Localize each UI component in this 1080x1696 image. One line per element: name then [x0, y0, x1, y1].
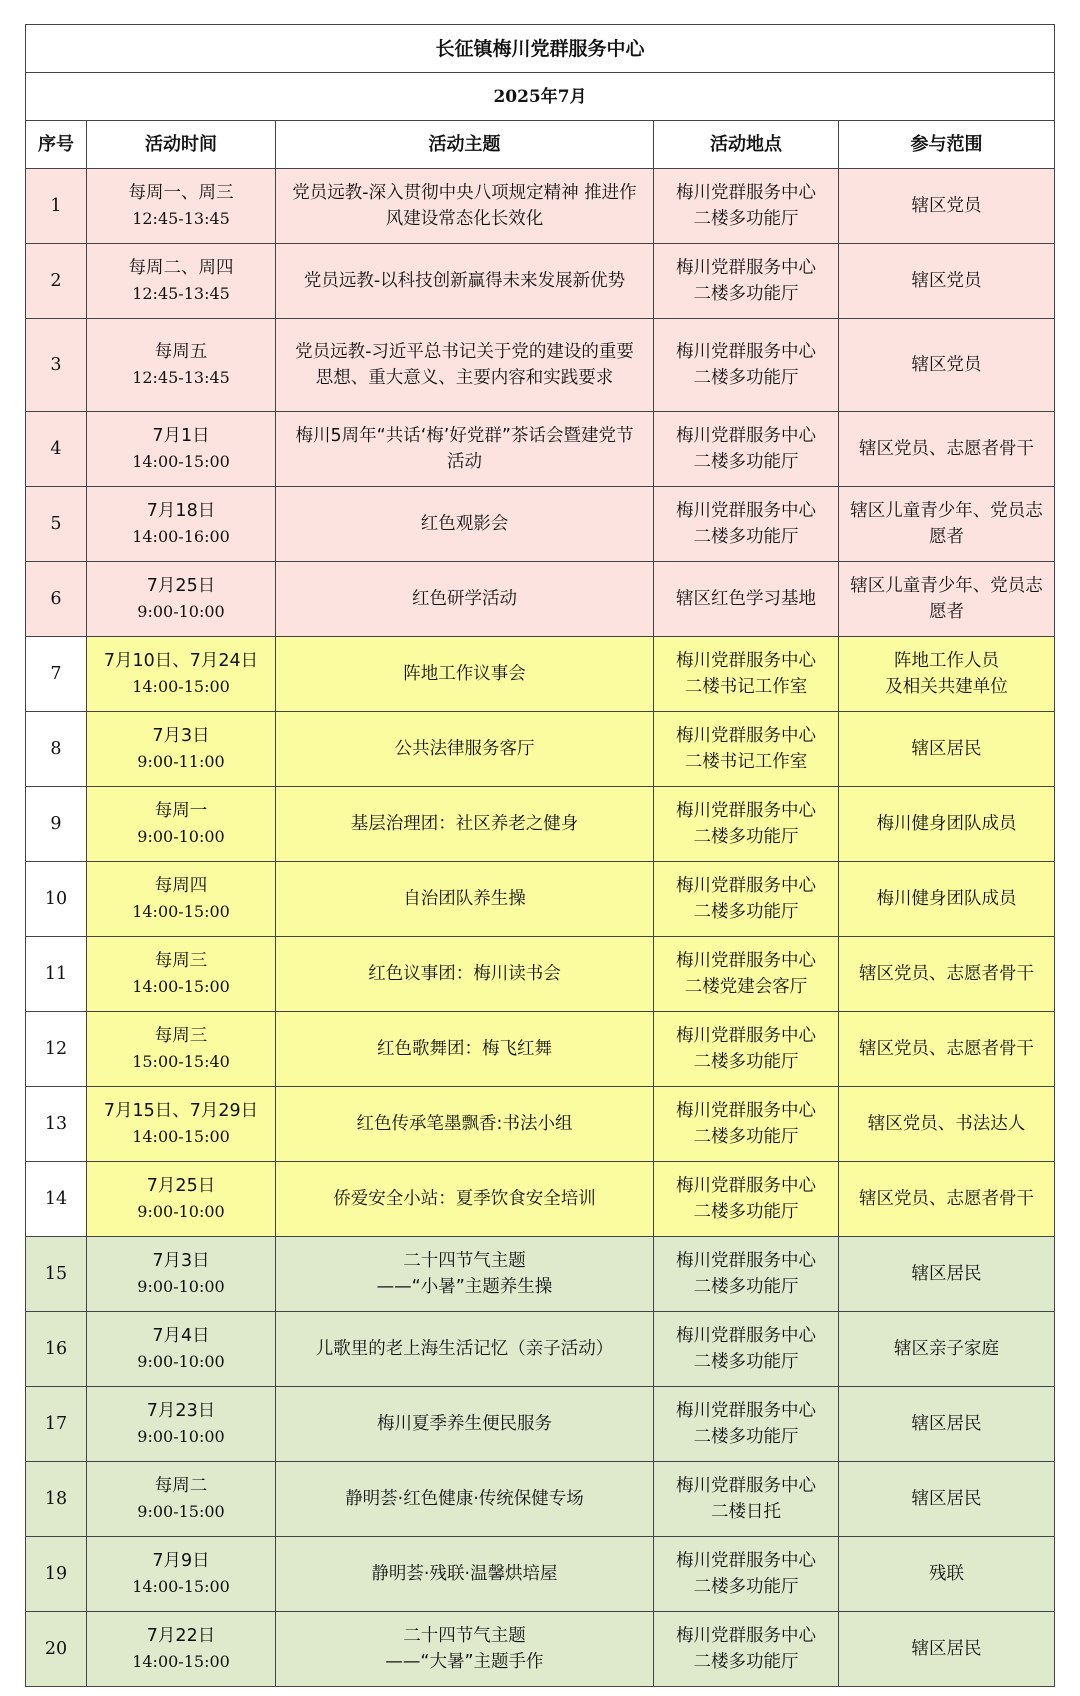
activity-scope — [839, 862, 1055, 937]
schedule-rows — [26, 169, 1055, 1687]
activity-place-line: 二楼多功能厅 — [693, 1577, 799, 1597]
activity-place — [654, 862, 839, 937]
activity-theme — [276, 412, 654, 487]
activity-scope-line: 辖区党员、志愿者骨干 — [859, 964, 1035, 984]
activity-scope — [839, 1162, 1055, 1237]
activity-scope-line: 梅川健身团队成员 — [876, 889, 1017, 909]
activity-hours: 9:00-10:00 — [137, 827, 225, 846]
table-row — [26, 637, 1055, 712]
activity-theme-line: 儿歌里的老上海生活记忆（亲子活动） — [315, 1339, 614, 1359]
row-number: 15 — [26, 1237, 87, 1312]
activity-theme-line: 红色歌舞团：梅飞红舞 — [377, 1039, 552, 1059]
activity-theme — [276, 169, 654, 244]
activity-scope — [839, 787, 1055, 862]
activity-scope — [839, 319, 1055, 412]
table-row — [26, 937, 1055, 1012]
activity-scope — [839, 1537, 1055, 1612]
row-number: 11 — [26, 937, 87, 1012]
activity-time — [87, 412, 276, 487]
activity-place-line: 二楼多功能厅 — [693, 1052, 799, 1072]
activity-hours: 12:45-13:45 — [132, 368, 230, 387]
activity-theme-line: 红色研学活动 — [412, 589, 517, 609]
activity-hours: 9:00-11:00 — [137, 752, 225, 771]
activity-theme — [276, 244, 654, 319]
table-row — [26, 487, 1055, 562]
activity-place-line: 二楼多功能厅 — [693, 368, 799, 388]
activity-place-line: 二楼多功能厅 — [693, 902, 799, 922]
row-number: 10 — [26, 862, 87, 937]
activity-theme-line: 静明荟·红色健康·传统保健专场 — [345, 1489, 584, 1509]
activity-scope-line: 辖区居民 — [911, 1414, 982, 1434]
activity-scope-line: 辖区党员、志愿者骨干 — [859, 1039, 1035, 1059]
activity-scope — [839, 169, 1055, 244]
activity-place-line: 梅川党群服务中心 — [676, 1401, 816, 1421]
activity-scope — [839, 1462, 1055, 1537]
header-theme: 活动主题 — [276, 121, 654, 169]
activity-scope-line: 辖区党员 — [911, 355, 982, 375]
row-number: 5 — [26, 487, 87, 562]
activity-scope-line: 辖区党员、志愿者骨干 — [859, 439, 1035, 459]
activity-place — [654, 637, 839, 712]
activity-time — [87, 1312, 276, 1387]
activity-place-line: 二楼多功能厅 — [693, 1277, 799, 1297]
activity-date: 每周四 — [154, 876, 208, 896]
activity-place — [654, 412, 839, 487]
activity-scope — [839, 487, 1055, 562]
activity-place-line: 梅川党群服务中心 — [676, 501, 816, 521]
activity-date: 7月3日 — [152, 726, 210, 746]
activity-theme-line: 思想、重大意义、主要内容和实践要求 — [315, 368, 614, 388]
activity-scope-line: 辖区党员 — [911, 196, 982, 216]
activity-date: 7月1日 — [152, 426, 210, 446]
activity-schedule-table — [25, 24, 1055, 1687]
activity-place-line: 二楼多功能厅 — [693, 284, 799, 304]
activity-scope — [839, 1087, 1055, 1162]
activity-place-line: 二楼多功能厅 — [693, 1352, 799, 1372]
activity-date: 每周五 — [154, 342, 208, 362]
activity-date: 每周一 — [154, 801, 208, 821]
row-number: 20 — [26, 1612, 87, 1687]
activity-place — [654, 319, 839, 412]
activity-date: 每周一、周三 — [128, 183, 234, 203]
activity-hours: 9:00-15:00 — [137, 1502, 225, 1521]
row-number: 7 — [26, 637, 87, 712]
activity-hours: 9:00-10:00 — [137, 1427, 225, 1446]
activity-time — [87, 1612, 276, 1687]
activity-scope-line: 辖区亲子家庭 — [894, 1339, 1000, 1359]
activity-scope-line: 及相关共建单位 — [885, 677, 1008, 697]
activity-hours: 9:00-10:00 — [137, 1352, 225, 1371]
activity-time — [87, 1462, 276, 1537]
activity-theme-line: 梅川5周年“共话‘梅’好党群”茶话会暨建党节 — [295, 426, 634, 446]
activity-theme — [276, 1237, 654, 1312]
activity-theme — [276, 1087, 654, 1162]
activity-time — [87, 244, 276, 319]
activity-place-line: 二楼多功能厅 — [693, 209, 799, 229]
activity-place-line: 二楼多功能厅 — [693, 827, 799, 847]
month-label: 2025年7月 — [26, 73, 1055, 121]
activity-place — [654, 487, 839, 562]
table-row — [26, 712, 1055, 787]
activity-time — [87, 1537, 276, 1612]
activity-place — [654, 1387, 839, 1462]
row-number: 8 — [26, 712, 87, 787]
row-number: 6 — [26, 562, 87, 637]
activity-scope — [839, 562, 1055, 637]
activity-place-line: 梅川党群服务中心 — [676, 1626, 816, 1646]
activity-place-line: 二楼书记工作室 — [684, 752, 808, 772]
activity-place-line: 梅川党群服务中心 — [676, 1551, 816, 1571]
activity-place-line: 梅川党群服务中心 — [676, 951, 816, 971]
activity-scope-line: 辖区居民 — [911, 1489, 982, 1509]
table-row — [26, 1612, 1055, 1687]
activity-hours: 9:00-10:00 — [137, 602, 225, 621]
activity-time — [87, 712, 276, 787]
activity-hours: 14:00-15:00 — [132, 902, 230, 921]
activity-date: 7月15日、7月29日 — [103, 1101, 259, 1121]
activity-theme-line: 梅川夏季养生便民服务 — [377, 1414, 552, 1434]
activity-scope-line: 阵地工作人员 — [894, 651, 1000, 671]
activity-date: 每周二、周四 — [128, 258, 234, 278]
activity-hours: 12:45-13:45 — [132, 284, 230, 303]
activity-time — [87, 487, 276, 562]
activity-theme-line: 风建设常态化长效化 — [385, 209, 544, 229]
activity-time — [87, 937, 276, 1012]
activity-hours: 9:00-10:00 — [137, 1202, 225, 1221]
activity-scope — [839, 637, 1055, 712]
activity-theme — [276, 862, 654, 937]
activity-theme-line: 红色传承笔墨飘香:书法小组 — [356, 1114, 573, 1134]
activity-hours: 14:00-15:00 — [132, 977, 230, 996]
activity-theme — [276, 319, 654, 412]
row-number: 4 — [26, 412, 87, 487]
activity-scope-line: 辖区儿童青少年、党员志 — [850, 501, 1043, 521]
activity-scope-line: 辖区党员、志愿者骨干 — [859, 1189, 1035, 1209]
activity-place — [654, 1312, 839, 1387]
activity-date: 7月23日 — [146, 1401, 216, 1421]
activity-place-line: 梅川党群服务中心 — [676, 1176, 816, 1196]
activity-theme — [276, 1387, 654, 1462]
activity-place-line: 梅川党群服务中心 — [676, 1251, 816, 1271]
activity-time — [87, 637, 276, 712]
activity-place-line: 梅川党群服务中心 — [676, 258, 816, 278]
table-row — [26, 1312, 1055, 1387]
activity-theme-line: 党员远教-习近平总书记关于党的建设的重要 — [295, 342, 634, 362]
table-row — [26, 169, 1055, 244]
activity-scope — [839, 1312, 1055, 1387]
activity-place — [654, 937, 839, 1012]
table-row — [26, 1162, 1055, 1237]
activity-time — [87, 562, 276, 637]
table-row — [26, 1462, 1055, 1537]
row-number: 13 — [26, 1087, 87, 1162]
activity-place-line: 二楼党建会客厅 — [684, 977, 808, 997]
activity-scope — [839, 712, 1055, 787]
activity-theme-line: 基层治理团：社区养老之健身 — [350, 814, 579, 834]
activity-theme — [276, 1537, 654, 1612]
activity-scope — [839, 1012, 1055, 1087]
header-scope: 参与范围 — [839, 121, 1055, 169]
activity-place-line: 梅川党群服务中心 — [676, 1026, 816, 1046]
table-row — [26, 1087, 1055, 1162]
activity-theme-line: 党员远教-深入贯彻中央八项规定精神 推进作 — [292, 183, 637, 203]
table-row — [26, 1012, 1055, 1087]
activity-date: 7月22日 — [146, 1626, 216, 1646]
table-row — [26, 319, 1055, 412]
activity-place — [654, 562, 839, 637]
activity-place-line: 二楼日托 — [711, 1502, 781, 1522]
activity-date: 7月9日 — [152, 1551, 210, 1571]
activity-theme-line: 红色议事团：梅川读书会 — [368, 964, 561, 984]
activity-theme — [276, 1012, 654, 1087]
row-number: 16 — [26, 1312, 87, 1387]
header-place: 活动地点 — [654, 121, 839, 169]
activity-date: 每周二 — [154, 1476, 208, 1496]
activity-date: 每周三 — [154, 951, 208, 971]
activity-hours: 14:00-15:00 — [132, 452, 230, 471]
activity-scope-line: 辖区党员、书法达人 — [867, 1114, 1026, 1134]
row-number: 14 — [26, 1162, 87, 1237]
activity-theme-line: 侨爱安全小站：夏季饮食安全培训 — [333, 1189, 596, 1209]
row-number: 17 — [26, 1387, 87, 1462]
activity-scope-line: 辖区党员 — [911, 271, 982, 291]
activity-place-line: 梅川党群服务中心 — [676, 1476, 816, 1496]
table-row — [26, 1387, 1055, 1462]
activity-time — [87, 169, 276, 244]
activity-date: 7月3日 — [152, 1251, 210, 1271]
activity-place-line: 梅川党群服务中心 — [676, 426, 816, 446]
activity-scope — [839, 412, 1055, 487]
activity-place-line: 梅川党群服务中心 — [676, 726, 816, 746]
activity-time — [87, 1012, 276, 1087]
activity-date: 7月10日、7月24日 — [103, 651, 259, 671]
table-row — [26, 1537, 1055, 1612]
activity-time — [87, 1087, 276, 1162]
activity-place — [654, 1237, 839, 1312]
activity-place-line: 梅川党群服务中心 — [676, 1101, 816, 1121]
activity-place-line: 二楼多功能厅 — [693, 1427, 799, 1447]
activity-time — [87, 862, 276, 937]
activity-hours: 14:00-15:00 — [132, 677, 230, 696]
activity-time — [87, 1237, 276, 1312]
header-number: 序号 — [26, 121, 87, 169]
page-title: 长征镇梅川党群服务中心 — [26, 25, 1055, 73]
activity-hours: 14:00-15:00 — [132, 1577, 230, 1596]
activity-place-line: 梅川党群服务中心 — [676, 801, 816, 821]
activity-date: 7月25日 — [146, 576, 216, 596]
activity-theme-line: 红色观影会 — [420, 514, 509, 534]
activity-theme-line: 自治团队养生操 — [403, 889, 526, 909]
row-number: 19 — [26, 1537, 87, 1612]
activity-scope-line: 愿者 — [929, 602, 965, 622]
activity-scope-line: 辖区居民 — [911, 1639, 982, 1659]
activity-scope-line: 辖区儿童青少年、党员志 — [850, 576, 1043, 596]
activity-theme-line: 阵地工作议事会 — [403, 664, 526, 684]
activity-place — [654, 244, 839, 319]
activity-scope — [839, 1237, 1055, 1312]
activity-theme — [276, 1312, 654, 1387]
activity-place-line: 梅川党群服务中心 — [676, 876, 816, 896]
activity-theme — [276, 637, 654, 712]
activity-theme — [276, 562, 654, 637]
activity-theme — [276, 787, 654, 862]
activity-theme — [276, 1612, 654, 1687]
activity-place-line: 二楼多功能厅 — [693, 527, 799, 547]
activity-scope-line: 辖区居民 — [911, 739, 982, 759]
activity-scope-line: 愿者 — [929, 527, 965, 547]
activity-theme-line: ——“大暑”主题手作 — [385, 1652, 544, 1672]
activity-place — [654, 787, 839, 862]
activity-scope-line: 辖区居民 — [911, 1264, 982, 1284]
activity-hours: 15:00-15:40 — [132, 1052, 230, 1071]
table-row — [26, 412, 1055, 487]
table-row — [26, 862, 1055, 937]
activity-place-line: 辖区红色学习基地 — [676, 589, 816, 609]
activity-hours: 14:00-16:00 — [132, 527, 230, 546]
activity-place-line: 梅川党群服务中心 — [676, 342, 816, 362]
activity-scope-line: 残联 — [929, 1564, 965, 1584]
activity-scope — [839, 1387, 1055, 1462]
table-row — [26, 562, 1055, 637]
activity-place — [654, 1462, 839, 1537]
activity-scope-line: 梅川健身团队成员 — [876, 814, 1017, 834]
table-row — [26, 787, 1055, 862]
row-number: 9 — [26, 787, 87, 862]
activity-place — [654, 1537, 839, 1612]
activity-place — [654, 712, 839, 787]
activity-hours: 12:45-13:45 — [132, 209, 230, 228]
activity-date: 每周三 — [154, 1026, 208, 1046]
activity-place — [654, 1612, 839, 1687]
activity-time — [87, 787, 276, 862]
activity-theme — [276, 1162, 654, 1237]
activity-time — [87, 1162, 276, 1237]
activity-theme — [276, 1462, 654, 1537]
activity-theme — [276, 487, 654, 562]
activity-place — [654, 1162, 839, 1237]
activity-theme-line: ——“小暑”主题养生操 — [376, 1277, 553, 1297]
activity-theme-line: 二十四节气主题 — [403, 1626, 526, 1646]
activity-time — [87, 1387, 276, 1462]
table-row — [26, 1237, 1055, 1312]
activity-scope — [839, 244, 1055, 319]
activity-place — [654, 1012, 839, 1087]
activity-theme — [276, 937, 654, 1012]
activity-theme-line: 公共法律服务客厅 — [394, 739, 535, 759]
activity-place-line: 梅川党群服务中心 — [676, 651, 816, 671]
activity-theme-line: 党员远教-以科技创新赢得未来发展新优势 — [303, 271, 626, 291]
row-number: 2 — [26, 244, 87, 319]
activity-place-line: 梅川党群服务中心 — [676, 183, 816, 203]
row-number: 12 — [26, 1012, 87, 1087]
table-row — [26, 244, 1055, 319]
activity-place-line: 梅川党群服务中心 — [676, 1326, 816, 1346]
activity-place — [654, 169, 839, 244]
activity-theme-line: 活动 — [447, 452, 482, 472]
activity-date: 7月4日 — [152, 1326, 210, 1346]
activity-scope — [839, 937, 1055, 1012]
activity-scope — [839, 1612, 1055, 1687]
activity-place-line: 二楼书记工作室 — [684, 677, 808, 697]
activity-date: 7月18日 — [146, 501, 216, 521]
activity-theme-line: 静明荟·残联·温馨烘培屋 — [371, 1564, 558, 1584]
row-number: 18 — [26, 1462, 87, 1537]
activity-theme — [276, 712, 654, 787]
activity-place — [654, 1087, 839, 1162]
row-number: 3 — [26, 319, 87, 412]
activity-place-line: 二楼多功能厅 — [693, 452, 799, 472]
activity-place-line: 二楼多功能厅 — [693, 1652, 799, 1672]
activity-hours: 14:00-15:00 — [132, 1127, 230, 1146]
header-time: 活动时间 — [87, 121, 276, 169]
activity-place-line: 二楼多功能厅 — [693, 1202, 799, 1222]
activity-theme-line: 二十四节气主题 — [403, 1251, 526, 1271]
activity-place-line: 二楼多功能厅 — [693, 1127, 799, 1147]
activity-hours: 14:00-15:00 — [132, 1652, 230, 1671]
activity-time — [87, 319, 276, 412]
activity-hours: 9:00-10:00 — [137, 1277, 225, 1296]
activity-date: 7月25日 — [146, 1176, 216, 1196]
row-number: 1 — [26, 169, 87, 244]
